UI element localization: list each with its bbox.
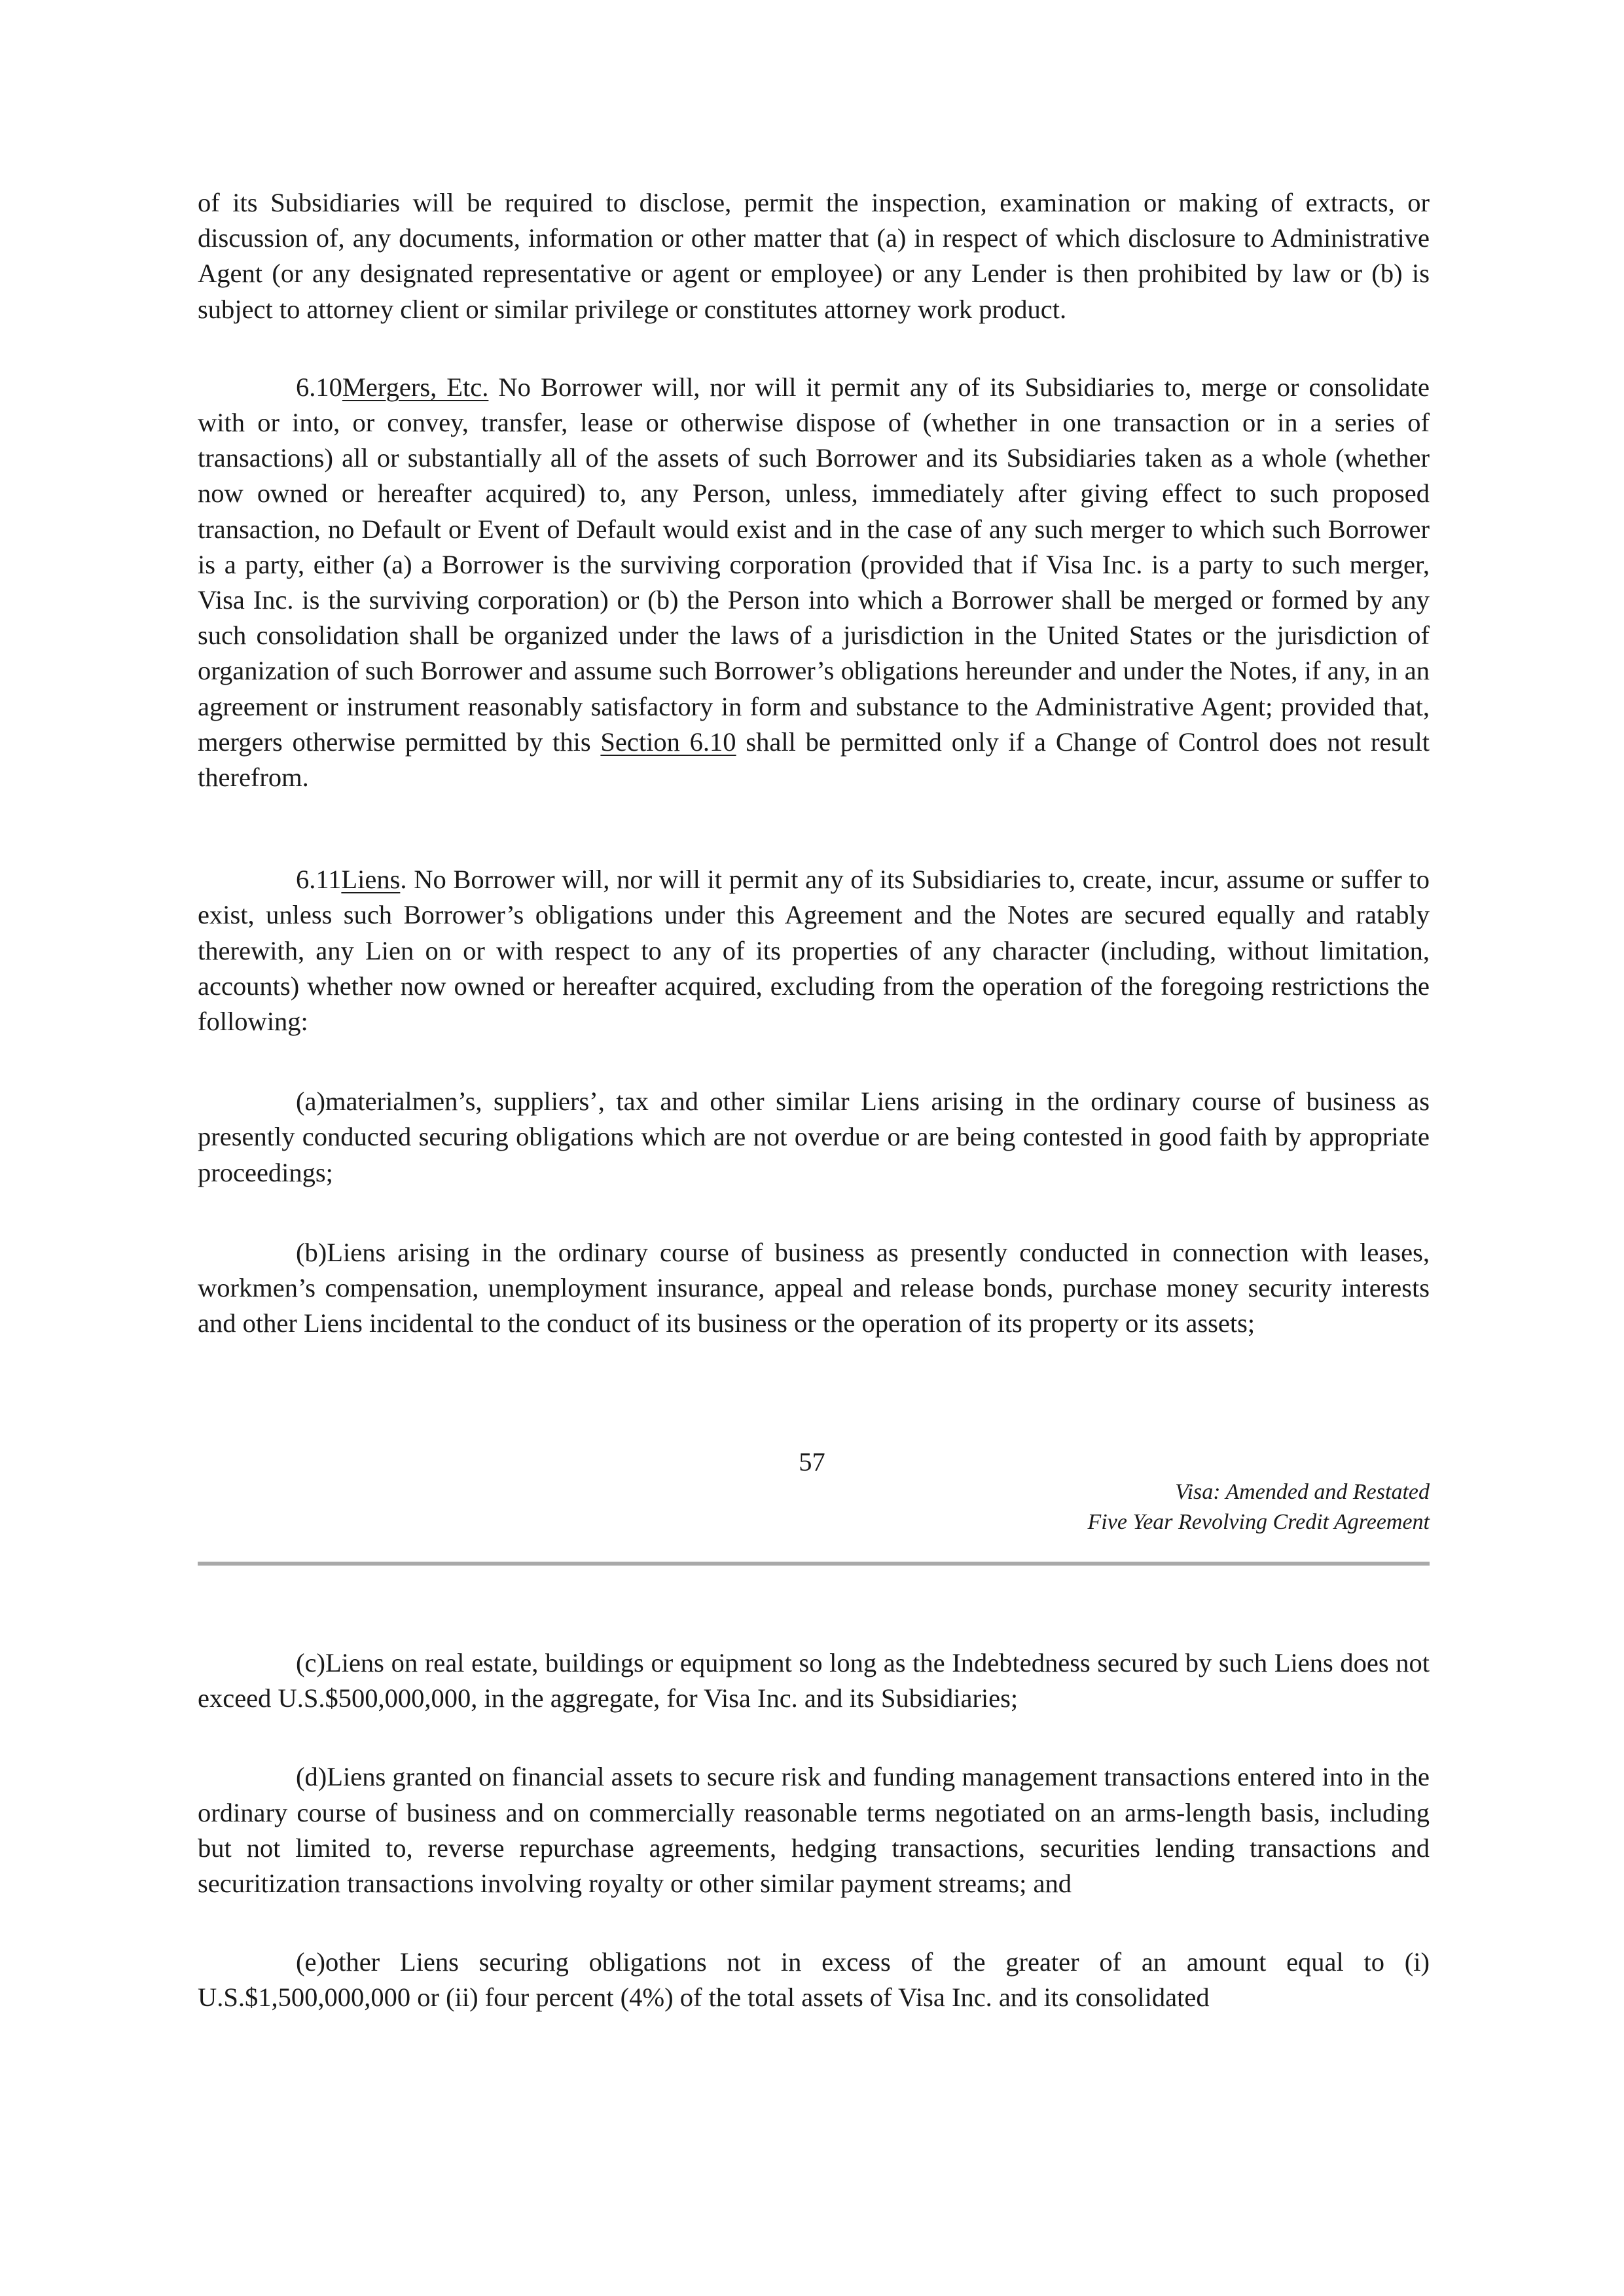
clause-a-paragraph: [198, 1084, 1430, 1191]
document-page-57: [198, 185, 1430, 1341]
page-number: 57: [799, 1447, 825, 1477]
section-body-end: shall be permitted only if a Change of Control does not result therefrom.: [198, 726, 1430, 793]
clause-label: (e): [296, 1947, 325, 1977]
clause-d-paragraph: [198, 1759, 1430, 1901]
clause-text: Liens arising in the ordinary course of business as presently conducted in connection with leases, workmen’s compensation, unemployment insurance, appeal and release bonds, purchase money security interests and other Liens incidental to the conduct of its business or the operation of its property or its assets;: [198, 1237, 1430, 1338]
document-page-58: [198, 1645, 1430, 2016]
section-number: 6.11: [296, 865, 342, 895]
section-heading-liens: Liens: [341, 865, 401, 895]
clause-e-paragraph: [198, 1945, 1430, 2015]
clause-text: other Liens securing obligations not in excess of the greater of an amount equal to (i) U.S.$1,500,000,000 or (ii) four percent (4%) of the total assets of Visa Inc. and its consolidated: [198, 1947, 1430, 2013]
section-6-11-paragraph: [198, 862, 1430, 1039]
footer-line-subtitle: Five Year Revolving Credit Agreement: [1087, 1510, 1430, 1534]
page-break-divider: [198, 1562, 1430, 1566]
section-cross-reference: Section 6.10: [600, 726, 736, 757]
clause-b-paragraph: [198, 1235, 1430, 1342]
clause-text: Liens on real estate, buildings or equipment so long as the Indebtedness secured by such Liens does not exceed U.S.$500,000,000, in the aggregate, for Visa Inc. and its Subsidiaries;: [198, 1648, 1430, 1713]
clause-label: (c): [296, 1648, 325, 1677]
clause-text: Liens granted on financial assets to secure risk and funding management transactions entered into in the ordinary course of business and on commercially reasonable terms negotiated on an arms-length basis, including but not limited to, reverse repurchase agreements, hedging transactions, securities lending transactions and securitization transactions involving royalty or other similar payment streams; and: [198, 1762, 1430, 1899]
section-heading-mergers: Mergers, Etc.: [342, 372, 489, 402]
clause-label: (a): [296, 1086, 325, 1117]
clause-c-paragraph: [198, 1645, 1430, 1716]
section-6-10-paragraph: [198, 370, 1430, 795]
page-footer: [198, 1477, 1430, 1537]
section-body: . No Borrower will, nor will it permit any of its Subsidiaries to, create, incur, assume or suffer to exist, unless such Borrower’s obligations under this Agreement and the Notes are secured equally and ratably therewith, any Lien on or with respect to any of its properties of any character (including, without limitation, accounts) whether now owned or hereafter acquired, excluding from the operation of the foregoing restrictions the following:: [198, 865, 1430, 1037]
clause-label: (d): [296, 1762, 327, 1792]
clause-text: materialmen’s, suppliers’, tax and other similar Liens arising in the ordinary course of business as presently conducted securing obligations which are not overdue or are being contested in good faith by appropriate proceedings;: [198, 1086, 1430, 1187]
footer-line-title: Visa: Amended and Restated: [1175, 1480, 1430, 1504]
section-body: No Borrower will, nor will it permit any of its Subsidiaries to, merge or consolidate with or into, or convey, transfer, lease or otherwise dispose of (whether in one transaction or in a series of transactions) all or substantially all of the assets of such Borrower and its Subsidiaries taken as a whole (whether now owned or hereafter acquired) to, any Person, unless, immediately after giving effect to such proposed transaction, no Default or Event of Default would exist and in the case of any such merger to which such Borrower is a party, either (a) a Borrower is the surviving corporation (provided that if Visa Inc. is a party to such merger, Visa Inc. is the surviving corporation) or (b) the Person into which a Borrower shall be merged or formed by any such consolidation shall be organized under the laws of a jurisdiction in the United States or the jurisdiction of organization of such Borrower and assume such Borrower’s obligations hereunder and under the Notes, if any, in an agreement or instrument reasonably satisfactory in form and substance to the Administrative Agent; provided that, mergers otherwise permitted by this: [198, 372, 1430, 757]
clause-label: (b): [296, 1237, 327, 1267]
section-number: 6.10: [296, 372, 342, 402]
carryover-paragraph: of its Subsidiaries will be required to disclose, permit the inspection, examination or making of extracts, or discussion of, any documents, information or other matter that (a) in respect of which disclosure to Administrative Agent (or any designated representative or agent or employee) or any Lender is then prohibited by law or (b) is subject to attorney client or similar privilege or constitutes attorney work product.: [198, 188, 1430, 324]
